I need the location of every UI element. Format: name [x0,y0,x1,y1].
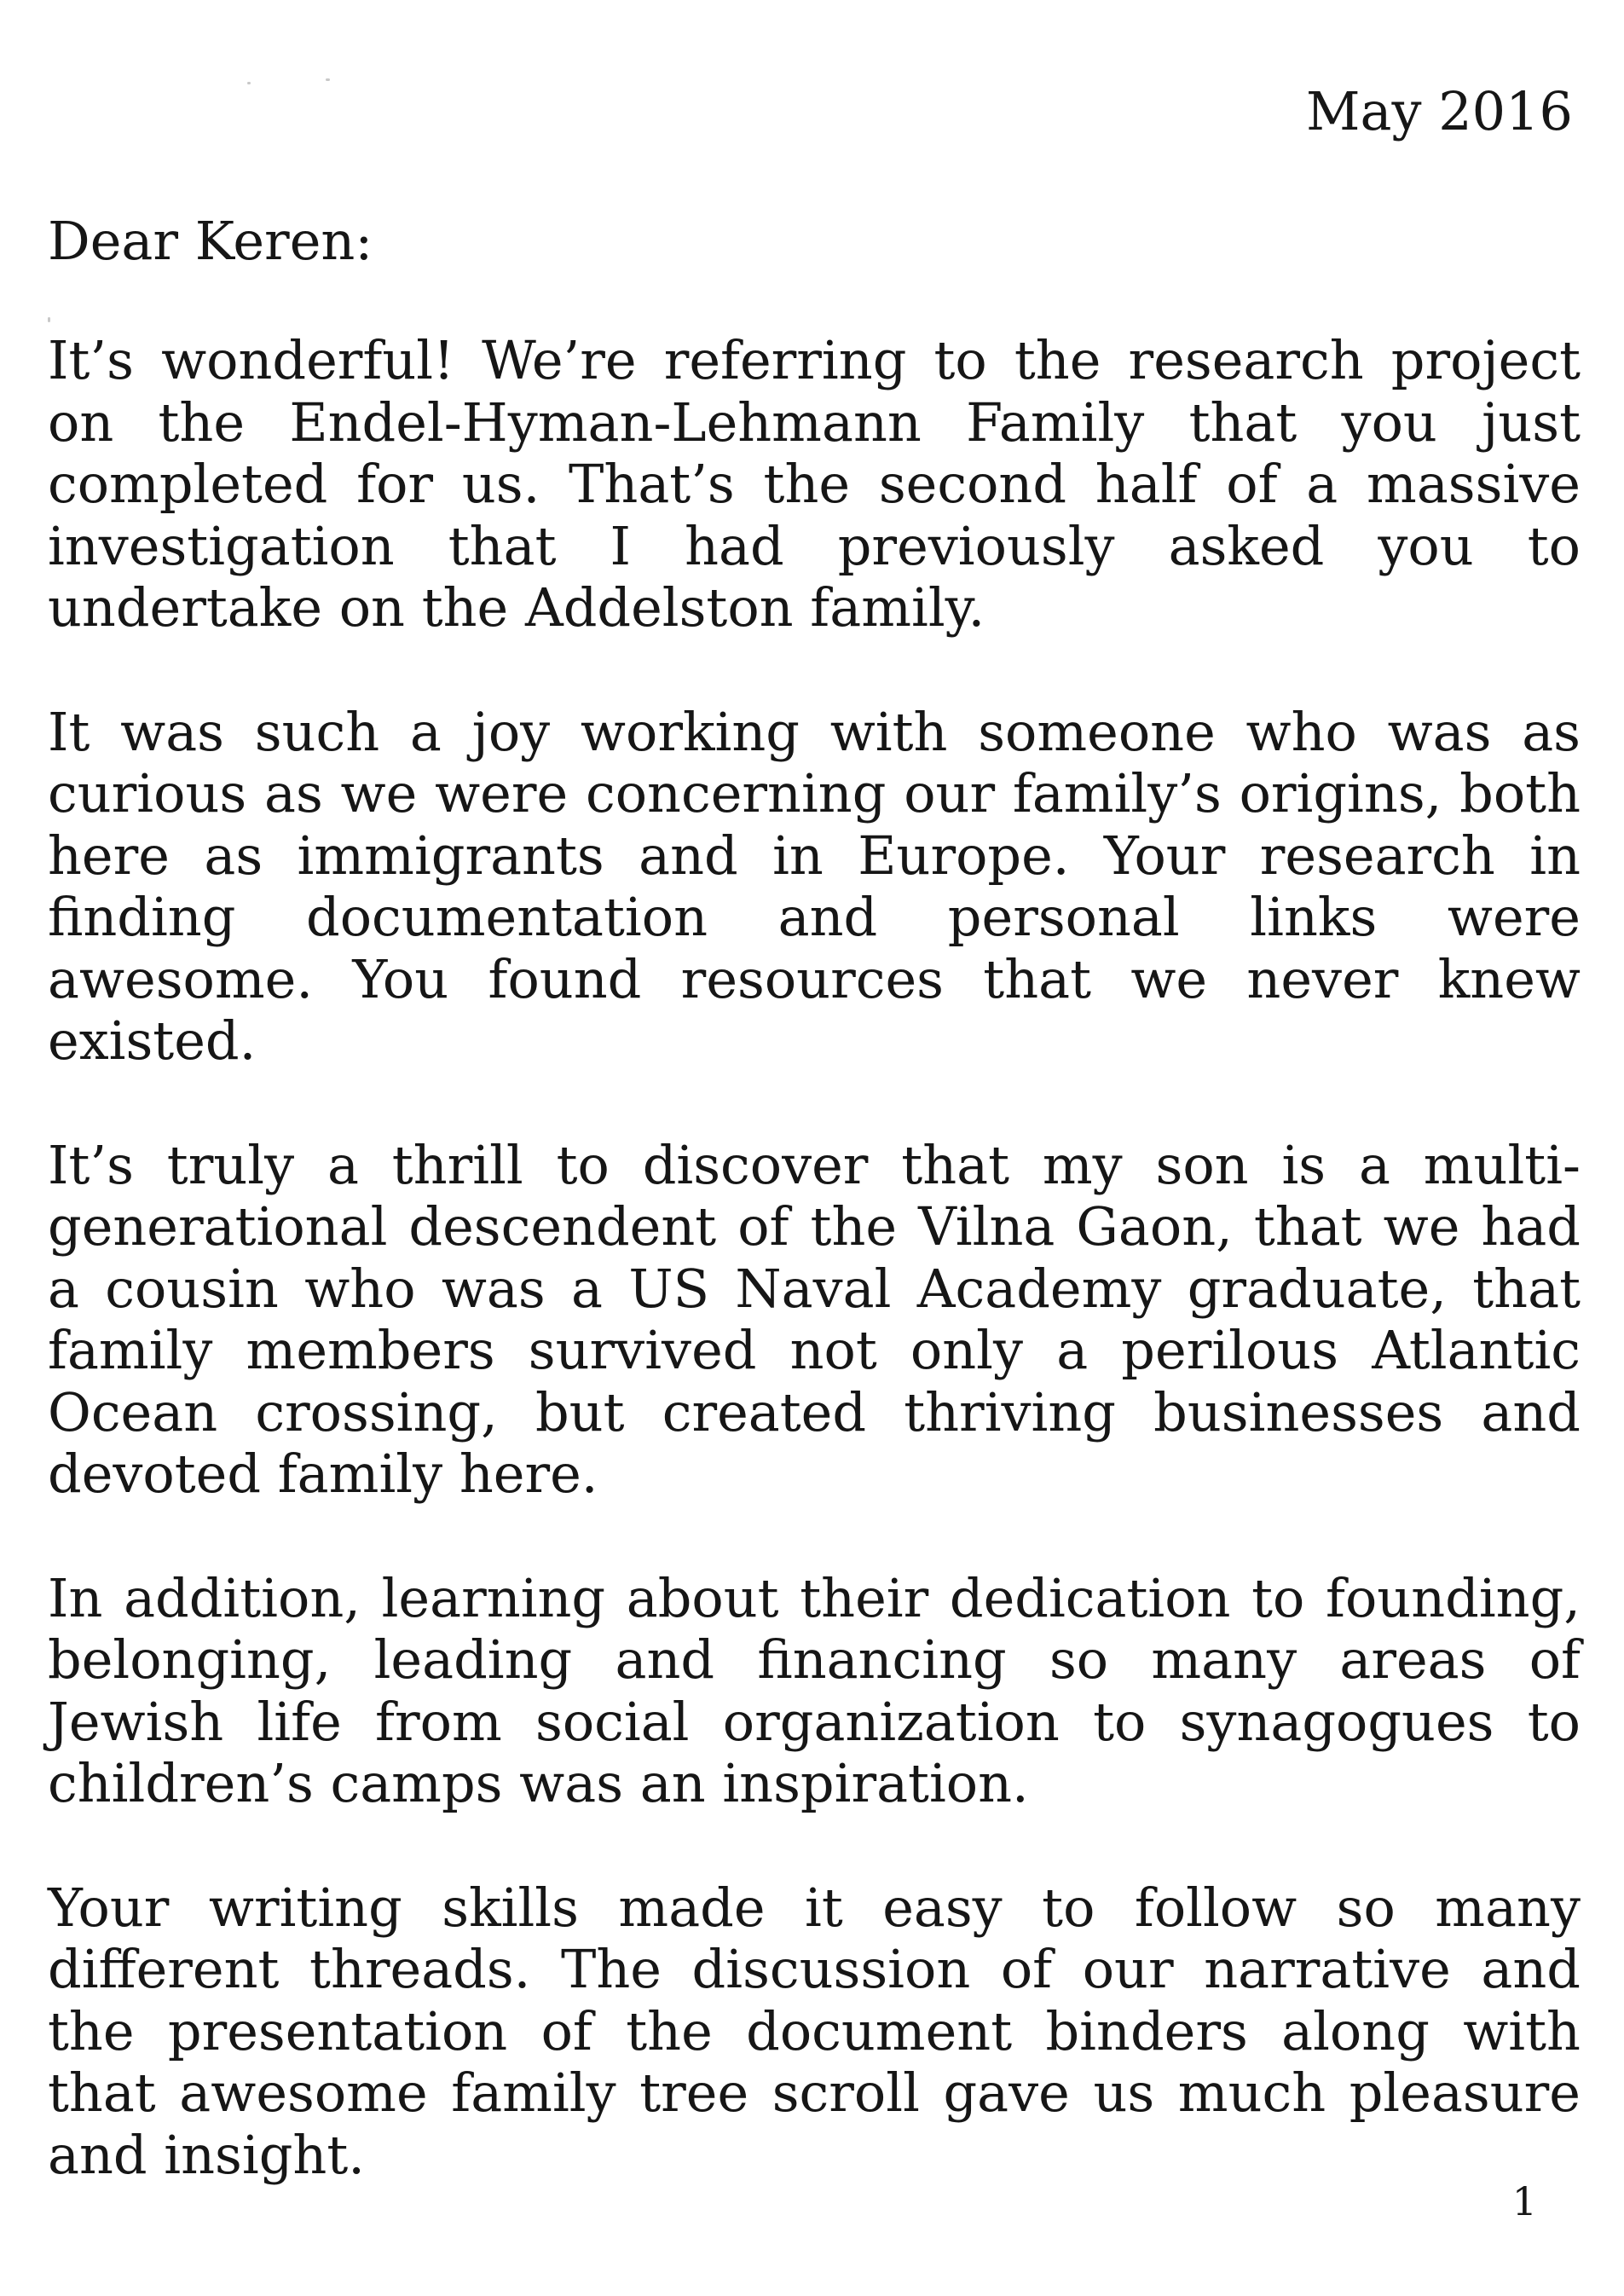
letter-date: May 2016 [1306,80,1573,142]
paragraph-discoveries: It’s truly a thrill to discover that my son is a multi-generational descendent of the Vilna Gaon, that we had a cousin who was a US Naval Academy graduate, that family members survived not only a perilous Atlantic Ocean crossing, but created thriving businesses and devoted family here. [48,1133,1581,1505]
scan-speck [48,317,50,322]
paragraph-writing-skills: Your writing skills made it easy to follow so many different threads. The discussion of our narrative and the presentation of the document binders along with that awesome family tree scroll gave us much pleasure and insight. [48,1876,1581,2186]
page-number: 1 [1511,2178,1537,2224]
scan-speck [247,82,251,84]
paragraph-research-project: It’s wonderful! We’re referring to the research project on the Endel-Hyman-Lehmann Family that you just completed for us. That’s the second half of a massive investigation that I had previously asked you to undertake on the Addelston family. [48,329,1581,639]
paragraph-dedication: In addition, learning about their dedication to founding, belonging, leading and financing so many areas of Jewish life from social organization to synagogues to children’s camps was an inspiration. [48,1566,1581,1814]
paragraph-joy-working: It was such a joy working with someone who was as curious as we were concerning our family’s origins, both here as immigrants and in Europe. Your research in finding documentation and personal links were awesome. You found resources that we never knew existed. [48,700,1581,1072]
scan-speck [326,78,330,81]
letter-salutation: Dear Keren: [48,210,373,272]
letter-body [48,330,1581,2248]
